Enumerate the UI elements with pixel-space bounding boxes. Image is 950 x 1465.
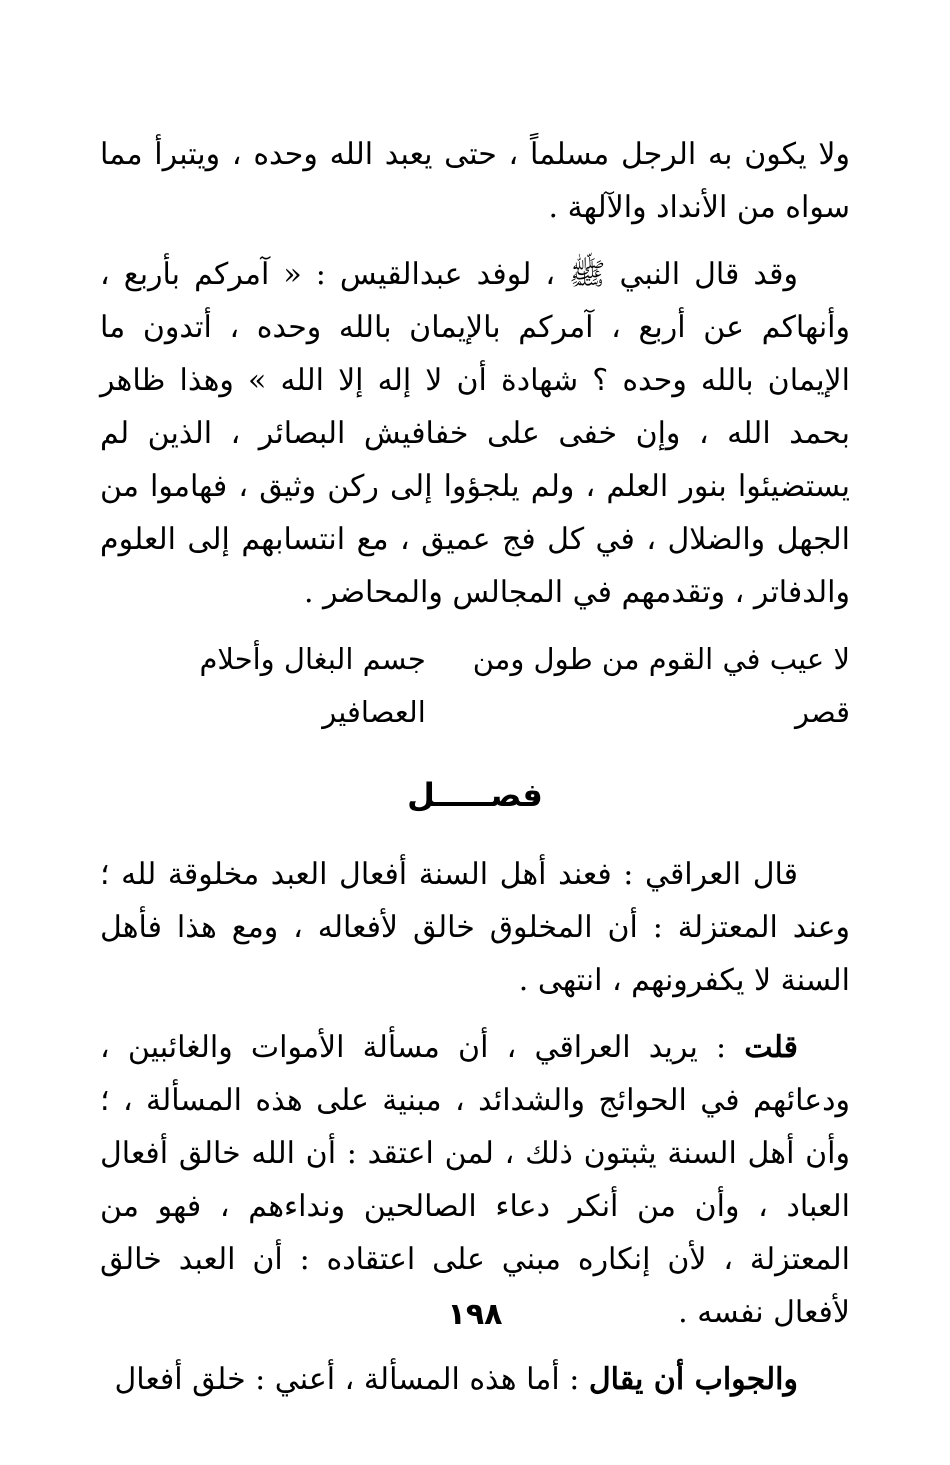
paragraph-3: قال العراقي : فعند أهل السنة أفعال العبد مخلوقة لله ؛ وعند المعتزلة : أن المخلوق خالق لأفعاله ، ومع هذا فأهل السنة لا يكفرونهم ، انتهى . [100,857,850,998]
section-heading-text: فصـــــل [407,776,543,814]
paragraph-1: ولا يكون به الرجل مسلماً ، حتى يعبد الله وحده ، ويتبرأ مما سواه من الأنداد والآلهة . [100,137,850,225]
paragraph-2: وقد قال النبي ﷺ ، لوفد عبدالقيس : « آمركم بأربع ، وأنهاكم عن أربع ، آمركم بالإيمان بالله وحده ، أتدون ما الإيمان بالله وحده ؟ شهادة أن لا إله إلا الله » وهذا ظاهر بحمد الله ، وإن خفى على خفافيش البصائر ، الذين لم يستضيئوا بنور العلم ، ولم يلجؤوا إلى ركن وثيق ، فهاموا من الجهل والضلال ، في كل فج عميق ، مع انتسابهم إلى العلوم والدفاتر ، وتقدمهم في المجالس والمحاضر . [100,257,850,610]
poetry-verse [100,633,850,739]
verse-second-hemistich: جسم البغال وأحلام العصافير [199,642,426,729]
paragraph-5-text: : أما هذه المسألة ، أعني : خلق أفعال [114,1362,589,1397]
paragraph-5-lead: والجواب أن يقال [588,1362,798,1397]
verse-first-hemistich: لا عيب في القوم من طول ومن قصر [472,642,850,729]
paragraph-5 [100,1353,850,1406]
paragraph-4-text: : يريد العراقي ، أن مسألة الأموات والغائبين ، ودعائهم في الحوائج والشدائد ، مبنية على هذه المسألة ، ؛ وأن أهل السنة يثبتون ذلك ، لمن اعتقد : أن الله خالق أفعال العباد ، وأن من أنكر دعاء الصالحين ونداءهم ، فهو من المعتزلة ، لأن إنكاره مبني على اعتقاده : أن العبد خالق لأفعال نفسه . [100,1030,850,1330]
paragraph-4 [100,1021,850,1339]
paragraph-4-lead: قلت [744,1030,798,1065]
page-body [100,128,850,1420]
section-heading [100,769,850,826]
page-number: ١٩٨ [447,1297,503,1332]
